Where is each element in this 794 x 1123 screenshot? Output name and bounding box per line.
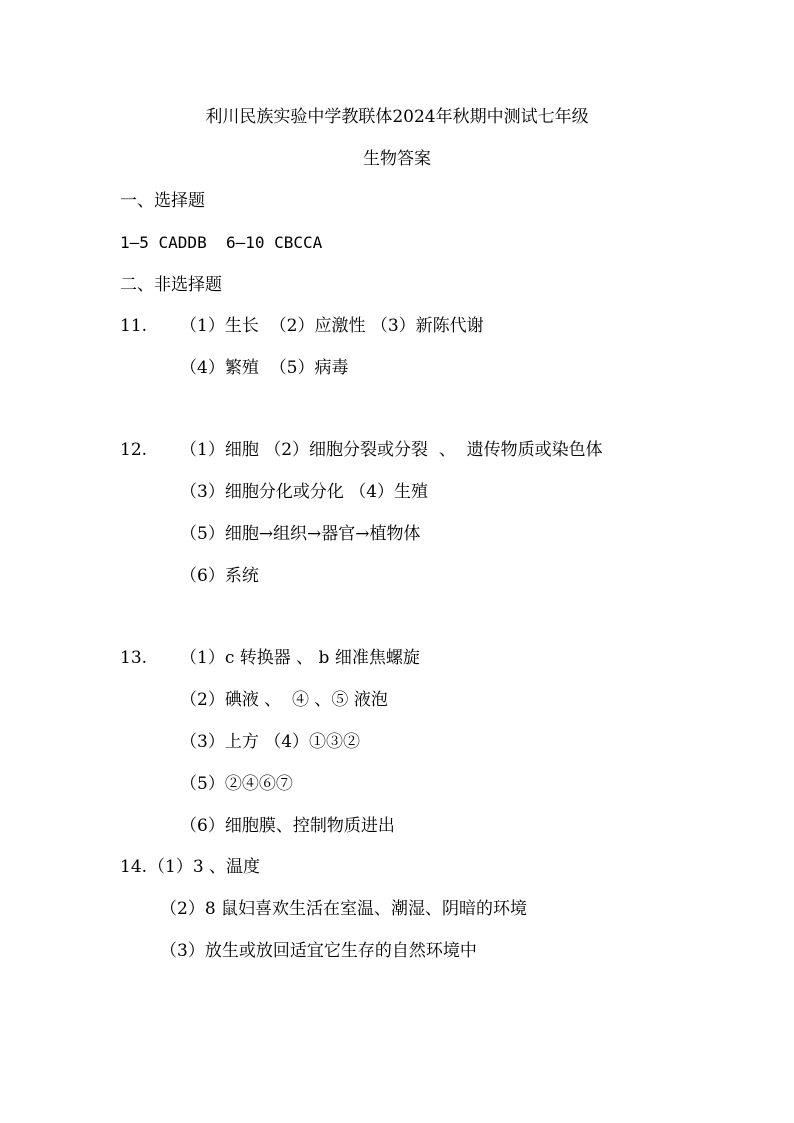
document-subtitle: 生物答案 (363, 149, 431, 169)
answer-line: （1）3 、温度 (148, 857, 261, 877)
answer-line: （5）②④⑥⑦ (180, 774, 293, 794)
answer-line: （3）上方 （4）①③② (180, 732, 361, 752)
answer-line: （1）细胞 （2）细胞分裂或分裂 、 遗传物质或染色体 (180, 440, 603, 460)
answer-line: （2）碘液 、 ④ 、⑤ 液泡 (180, 690, 388, 710)
answer-line: （1）生长 （2）应激性 （3）新陈代谢 (180, 316, 484, 336)
answer-line: （2）8 鼠妇喜欢生活在室温、潮湿、阴暗的环境 (160, 899, 528, 919)
document-title: 利川民族实验中学教联体2024年秋期中测试七年级 (205, 107, 589, 127)
question-number: 11. (120, 316, 148, 336)
answer-line: （3）放生或放回适宜它生存的自然环境中 (160, 941, 477, 961)
question-number: 13. (120, 648, 148, 668)
question-number: 14. (120, 857, 148, 877)
answer-line: （4）繁殖 （5）病毒 (180, 358, 349, 378)
question-number: 12. (120, 440, 148, 460)
answer-line: （6）细胞膜、控制物质进出 (180, 816, 395, 836)
section-heading-nonchoice: 二、非选择题 (120, 275, 222, 295)
answer-line: （5）细胞→组织→器官→植物体 (180, 524, 421, 544)
choice-answers: 1—5 CADDB 6—10 CBCCA (120, 233, 323, 252)
answer-line: （1）c 转换器 、 b 细准焦螺旋 (180, 648, 420, 668)
answer-line: （6）系统 (180, 566, 259, 586)
answer-line: （3）细胞分化或分化 （4）生殖 (180, 482, 429, 502)
section-heading-choice: 一、选择题 (120, 191, 205, 211)
